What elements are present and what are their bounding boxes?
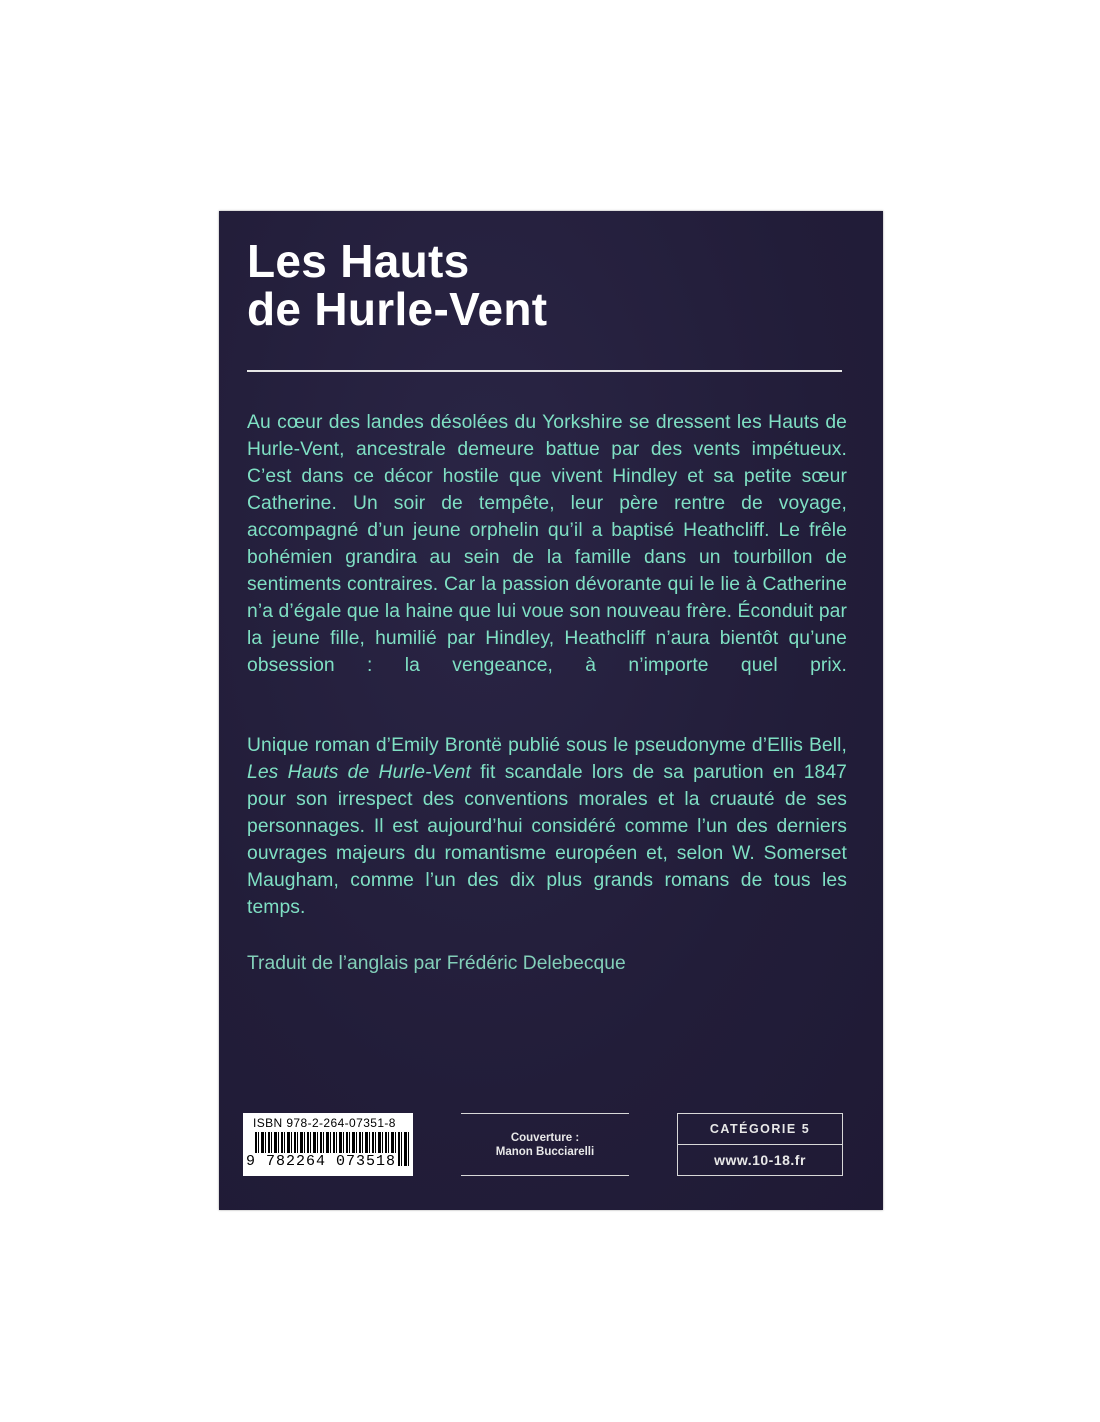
about-paragraph [247,732,847,921]
cover-credit [461,1113,629,1176]
about-text-start: Unique roman d’Emily Brontë publié sous le pseudonyme d’Ellis Bell, [247,735,847,756]
cover-credit-label: Couverture : [510,1132,580,1144]
isbn-number: ISBN 978-2-264-07351-8 [253,1116,396,1130]
about-text-end: fit scandale lors de sa parution en 1847 pour son irrespect des conventions morales et la cruauté de ses personnages. Il est aujourd’hui considéré comme l’un des derniers ouvrages majeurs du romantisme européen et, selon W. Somerset Maugham, comme l’un des dix plus grands romans de tous les temps. [247,762,848,918]
translator-credit: Traduit de l’anglais par Frédéric Delebecque [247,953,626,974]
barcode-panel [243,1113,413,1176]
title-divider [247,370,842,372]
barcode-digits: 9 782264 073518 [246,1153,397,1170]
book-title-line-2: de Hurle-Vent [247,283,548,335]
book-title [247,237,547,333]
category-label: CATÉGORIE 5 [678,1114,842,1145]
summary-paragraph: Au cœur des landes désolées du Yorkshire se dressent les Hauts de Hurle-Vent, ancestrale demeure battue par des vents impétueux. C’est dans ce décor hostile que vivent Hindley et sa petite sœur Catherine. Un soir de tempête, leur père rentre de voyage, accompagné d’un jeune orphelin qu’il a baptisé Heathcliff. Le frêle bohémien grandira au sein de la famille dans un tourbillon de sentiments contraires. Car la passion dévorante qui le lie à Catherine n’a d’égale que la haine que lui voue son nouveau frère. Éconduit par la jeune fille, humilié par Hindley, Heathcliff n’aura bientôt qu’une obsession : la vengeance, à n’importe quel prix. [247,412,847,676]
book-back-cover [219,211,883,1210]
publisher-website: www.10-18.fr [714,1152,806,1168]
book-title-line-1: Les Hauts [247,235,470,287]
about-book-title: Les Hauts de Hurle-Vent [247,762,471,783]
category-box [677,1113,843,1176]
barcode-digits-wrap [245,1153,411,1173]
cover-credit-artist: Manon Bucciarelli [495,1146,595,1158]
